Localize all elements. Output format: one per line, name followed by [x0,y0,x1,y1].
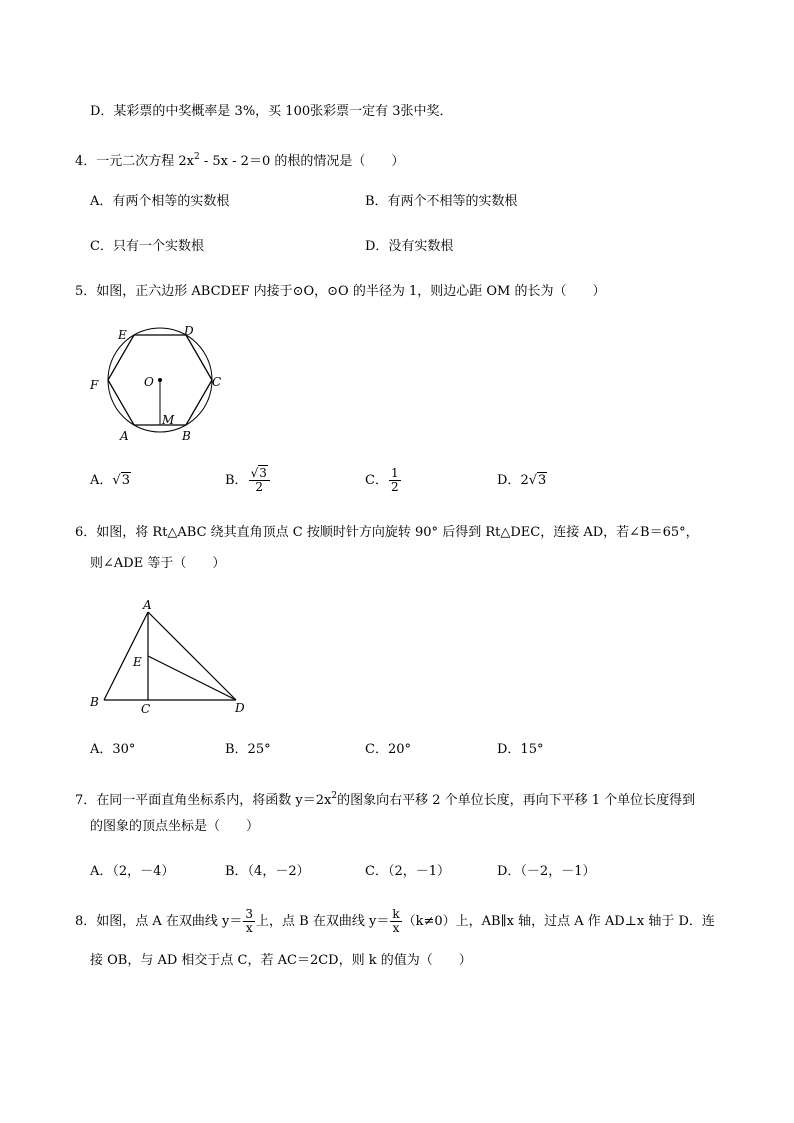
q8-fraction-2-num: k [392,907,400,921]
label-d: D [184,324,194,338]
q6-option-a: A．30° [90,742,136,757]
q5-option-b-fraction: $\frac{√3}{2}$ [249,467,270,494]
q4-option-a: A．有两个相等的实数根 [90,194,230,209]
q5-option-d-radicand: 3 [538,473,547,488]
label-o: O [144,375,154,389]
label-d: D [235,701,245,715]
q8-fraction-1-num: 3 [245,907,254,921]
label-e: E [133,655,142,669]
q7-stem-part2: 的图象向右平移 2 个单位长度，再向下平移 1 个单位长度得到 [337,793,696,808]
q8-stem-part3: （k≠0）上，AB∥x 轴，过点 A 作 AD⊥x 轴于 D．连 [402,914,715,929]
q8-fraction-2 [390,908,401,935]
q6-option-b: B．25° [225,742,271,757]
q5-option-c-prefix: C． [365,473,388,488]
q5-option-d-prefix: D． [497,473,521,488]
q5-option-a-sqrt: √3 [112,473,130,488]
q5-option-b-denominator: 2 [255,480,264,494]
segment-ad [148,612,236,700]
q5-option-c-denominator: 2 [390,480,399,494]
q4-option-d: D．没有实数根 [365,239,454,254]
q5-option-d [497,471,547,491]
q8-fraction-1-den: x [245,921,253,935]
q4-option-c: C．只有一个实数根 [90,239,204,254]
label-c: C [212,375,222,389]
q4-stem-part2: - 5x - 2＝0 的根的情况是（ ） [199,154,405,169]
q7-option-b: B．（4，－2） [225,864,310,879]
label-m: M [162,413,175,427]
q5-option-c-numerator: 1 [390,466,399,480]
hexagon-figure [80,318,230,448]
q7-option-d: D．（－2，－1） [497,864,596,879]
q6-stem-line2: 则∠ADE 等于（ ） [90,556,226,571]
q5-option-b [225,462,271,500]
q8-stem-line1 [75,902,715,942]
center-o-point [158,378,162,382]
label-a: A [120,429,129,443]
q5-option-c [365,462,402,500]
label-c: C [141,702,151,716]
q7-stem-part1: 7．在同一平面直角坐标系内，将函数 y＝2x [75,793,332,808]
q4-option-b: B．有两个不相等的实数根 [365,194,518,209]
q5-stem: 5．如图，正六边形 ABCDEF 内接于⊙O，⊙O 的半径为 1，则边心距 OM 的长为（ ） [75,284,606,299]
q8-fraction-1 [243,908,255,935]
q7-option-a: A．（2，－4） [90,864,175,879]
label-f: F [90,378,99,392]
q7-exponent: 2 [331,791,338,801]
q7-stem-line2: 的图象的顶点坐标是（ ） [90,819,260,834]
segment-ed [148,656,236,700]
q8-stem-part2: 上，点 B 在双曲线 y＝ [256,914,390,929]
q5-option-a [90,471,131,491]
label-e: E [118,328,127,342]
q5-option-a-radicand: 3 [121,473,130,488]
q4-exponent: 2 [194,152,200,162]
q8-fraction-2-den: x [392,921,400,935]
q4-stem [75,147,404,172]
triangle-figure [85,596,260,718]
q5-option-d-coef: 2 [520,473,529,488]
q4-stem-part1: 4．一元二次方程 2x [75,154,195,169]
q7-option-c: C．（2，－1） [365,864,450,879]
q6-option-c: C．20° [365,742,411,757]
q8-stem-line2: 接 OB，与 AD 相交于点 C，若 AC＝2CD，则 k 的值为（ ） [90,953,472,968]
label-b: B [90,695,99,709]
q6-stem-line1: 6．如图，将 Rt△ABC 绕其直角顶点 C 按顺时针方向旋转 90° 后得到 Rt△DEC，连接 AD，若∠B＝65°， [75,525,699,540]
label-b: B [182,429,191,443]
q5-option-b-prefix: B． [225,473,248,488]
q5-option-b-radicand: 3 [259,466,267,480]
q7-stem-line1 [75,786,695,811]
q3-option-d: D．某彩票的中奖概率是 3%，买 100张彩票一定有 3张中奖． [90,104,453,119]
q5-option-a-prefix: A． [90,473,113,488]
q6-option-d: D．15° [497,742,544,757]
q5-option-d-sqrt: √3 [528,473,547,488]
q5-option-c-fraction [389,467,401,494]
label-a: A [143,598,152,612]
q8-stem-part1: 8．如图，点 A 在双曲线 y＝ [75,914,243,929]
